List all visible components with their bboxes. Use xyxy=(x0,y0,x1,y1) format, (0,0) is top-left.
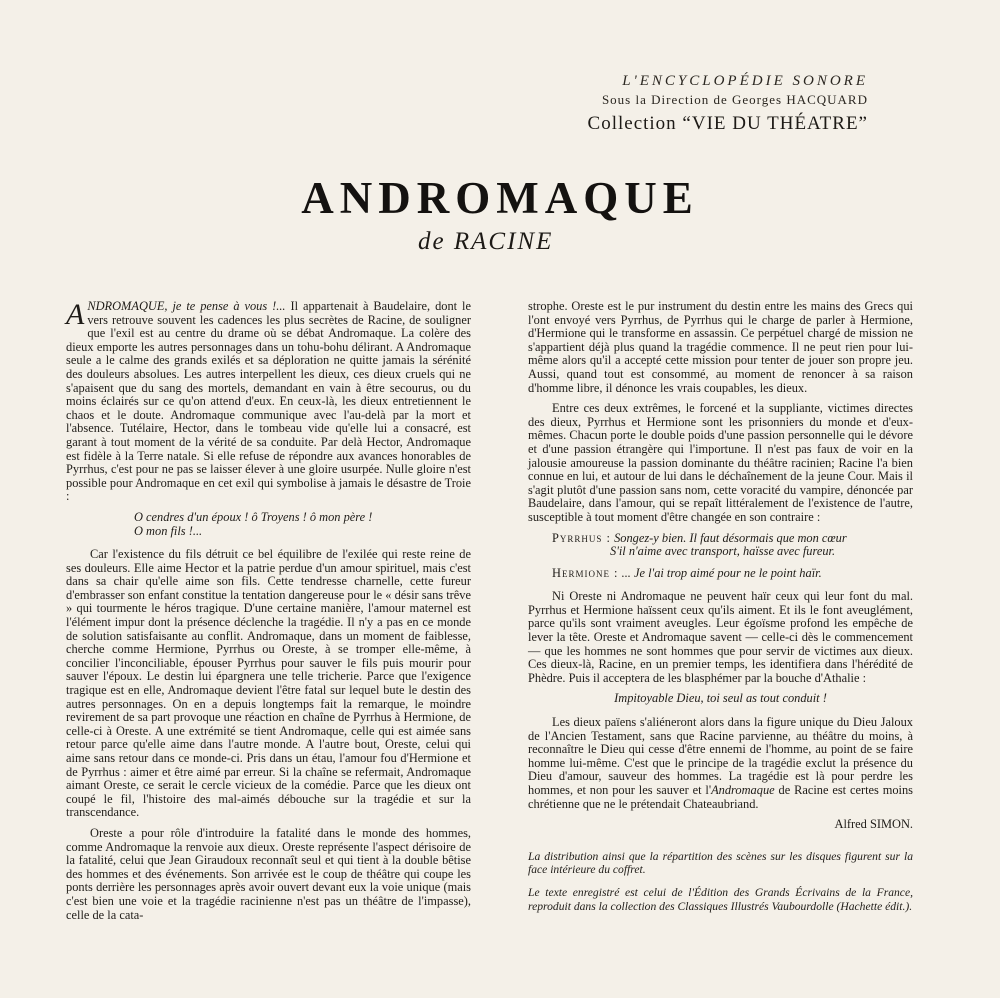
page-title: ANDROMAQUE xyxy=(301,173,699,223)
collection-name: Collection “VIE DU THÉATRE” xyxy=(587,113,868,134)
verse-line: O cendres d'un époux ! ô Troyens ! ô mon père ! xyxy=(134,509,373,524)
dialogue-quote xyxy=(552,532,913,581)
verse-line: Songez-y bien. Il faut désormais que mon cœur xyxy=(614,530,847,545)
paragraph: strophe. Oreste est le pur instrument du destin entre les mains des Grecs qui l'ont envoyé vers Pyrrhus, de Pyrrhus qui le charge de parler à Hermione, d'Hermione qui le transforme en assassin. Ce perpétuel chargé de mission ne s'appartient déjà plus quand la tragédie commence. Il ne peut rien pour lui-même alors qu'il a accepté cette mission pour tenter de jouer son propre jeu. Aussi, quand tout est consommé, au moment de renoncer à sa raison d'homme libre, il dénonce les vrais coupables, les dieux. xyxy=(528,299,913,395)
dialogue-line xyxy=(552,567,913,581)
paragraph: Entre ces deux extrêmes, le forcené et la suppliante, victimes directes des dieux, Pyrrhus et Hermione sont les prisonniers du monde et d'eux-mêmes. Chacun porte le double poids d'une passion personnelle qui le dévore et d'une passion étrangère qui l'importune. Il n'est pas faux de voir en la jalousie amoureuse la passion dominante du théâtre racinien; Racine l'a bien connue en lui, et autour de lui dans le déchaînement de la jeune Cour. Mais il s'agit plutôt d'une passion sans nom, cette voracité du vampire, dénoncée par Baudelaire, dans l'amour, qui se repaît littéralement de l'existence de l'autre, susceptible à tout moment d'être changée en son contraire : xyxy=(528,401,913,524)
paragraph-text: de Racine est certes moins chrétienne que ne le prétendait Chateaubriand. xyxy=(528,783,914,811)
verse-line: O mon fils !... xyxy=(134,523,203,538)
page-subtitle: de RACINE xyxy=(418,228,554,255)
work-title: Andromaque xyxy=(711,783,775,797)
speaker-name: Pyrrhus : xyxy=(552,530,611,545)
paragraph xyxy=(66,300,471,504)
verse-line: S'il n'aime avec transport, haïsse avec fureur. xyxy=(610,544,836,559)
note: La distribution ainsi que la répartition des scènes sur les disques figurent sur la face intérieure du coffret. xyxy=(528,849,913,877)
series-name: L'ENCYCLOPÉDIE SONORE xyxy=(622,73,868,89)
header xyxy=(588,72,868,139)
paragraph: Ni Oreste ni Andromaque ne peuvent haïr ceux qui leur font du mal. Pyrrhus et Hermione haïssent ceux qu'ils aiment. Et ils le font aveuglément, parce qu'ils sont vraiment aveugles. Leur égoïsme profond les empêche de lever la tête. Oreste et Andromaque savent — celle-ci dès le commencement — que les hommes ne sont hommes que pour servir de victimes aux dieux. Ces dieux-là, Racine, en un premier temps, les identifiera dans l'hérédité de Phèdre. Puis il acceptera de les blasphémer par la bouche d'Athalie : xyxy=(528,589,913,685)
paragraph-text: Les dieux païens s'aliéneront alors dans la figure unique du Dieu Jaloux de l'Ancien Testament, sans que Racine parvienne, au théâtre du moins, à reconnaître le Dieu qui cesse d'être ennemi de l'homme, au point de se faire homme lui-même. C'est que le principe de la tragédie exclut la présence du Dieu d'amour, sauveur des hommes. La tragédie est là pour perdre les hommes, et non pour les sauver et l' xyxy=(528,715,913,797)
right-column xyxy=(528,300,913,922)
note: Le texte enregistré est celui de l'Édition des Grands Écrivains de la France, reproduit dans la collection des Classiques Illustrés Vaubourdolle (Hachette édit.). xyxy=(528,885,913,913)
author-signature: Alfred SIMON. xyxy=(834,817,913,832)
dialogue-line xyxy=(552,532,913,546)
paragraph xyxy=(528,716,913,811)
opening-quote: NDROMAQUE, je te pense à vous !... xyxy=(87,299,286,313)
verse-line: ... Je l'ai trop aimé pour ne le point haïr. xyxy=(621,565,822,580)
paragraph: Oreste a pour rôle d'introduire la fatalité dans le monde des hommes, comme Andromaque la renvoie aux dieux. Oreste représente l'aspect dérisoire de la fatalité, celui que Jean Giraudoux reconnaît seul et qui tient à la double bêtise des hommes et des événements. Son arrivée est le coup de théâtre qui coupe les ponts derrière les personnages après avoir ouvert devant eux la voie unique (mais c'est bien une voie et la tragédie racinienne n'est pas un théâtre de l'impasse), celle de la cata- xyxy=(66,825,471,922)
paragraph-text: Il appartenait à Baudelaire, dont le vers retrouve souvent les cadences les plus secrètes de Racine, de souligner que l'exil est au centre du drame où se débat Andromaque. La colère des dieux emporte les autres personnages dans un tohu-bohu délirant. A Andromaque seule a le calme des grands exilés et sa déploration ne quitte jamais la sérénité des douleurs absolues. Les autres interpellent les dieux, ces dieux cruels qui ne s'apaisent que du sang des mortels, demandant en vain à être secourus, ou du moins éclairés sur ce qu'on attend d'eux. En ceux-là, les dieux entretiennent le chaos et le doute. Andromaque communique avec l'au-delà par la mort et l'absence. Tutélaire, Hector, dans le tombeau vide qu'elle lui a consacré, est garant à tout moment de la vérité de sa conduite. Par delà Hector, Andromaque est fidèle à la Terre natale. Si elle refuse de répondre aux avances honorables de Pyrrhus, c'est pour ne pas se laisser élever à une gloire usurpée. Nulle gloire n'est possible pour Andromaque en cet exil qui symbolise à jamais le désastre de Troie : xyxy=(66,299,471,504)
drop-cap: A xyxy=(66,298,85,331)
speaker-name: Hermione : xyxy=(552,565,619,580)
verse-quote: Impitoyable Dieu, toi seul as tout conduit ! xyxy=(614,691,827,706)
notes xyxy=(528,850,913,913)
paragraph: Car l'existence du fils détruit ce bel équilibre de l'exilée qui reste reine de ses douleurs. Elle aime Hector et la patrie perdue d'un amour spirituel, mais c'est dans sa chair qu'elle aime son fils. Cette tendresse charnelle, cette fureur d'embrasser son enfant constitue la tentation dangereuse pour le « désir sans trêve » qui tourmente le héros tragique. D'une certaine manière, l'amour maternel est l'élément impur dont la présence déclenche la tragédie. Il n'y a pas en ce monde de solution satisfaisante au conflit. Andromaque, dans un moment de faiblesse, cherche comme Hermione, Pyrrhus ou Oreste, à se tromper elle-même, à concilier l'inconciliable, épouser Pyrrhus pour sauver le fils puis mourir pour sauver l'époux. Le destin lui épargnera une telle tricherie. Parce que l'exigence tragique est en elle, Andromaque devient l'être fatal sur lequel bute le destin des autres personnages. On en a depuis longtemps fait la remarque, le moindre revirement de sa part provoque une réaction en chaîne de Pyrrhus à Hermione, de celle-ci à Oreste. A une extrémité se tient Andromaque, celle qui est aimée sans retour parce qu'elle aime dans l'autre monde. A l'autre bout, Oreste, celui qui aime sans retour dans ce monde-ci. Pris dans un étau, l'amour fou d'Hermione et de Pyrrhus : aimer et être aimé par erreur. Si la chaîne se refermait, Andromaque aimant Oreste, ce serait le cercle vicieux de la comédie. Parce que les dieux ont coupé le fil, l'histoire des mal-aimés débouche sur la tragédie et sur la transcendance. xyxy=(66,547,471,820)
verse-quote xyxy=(134,511,471,538)
direction-line: Sous la Direction de Georges HACQUARD xyxy=(601,92,868,107)
left-column xyxy=(66,300,471,929)
